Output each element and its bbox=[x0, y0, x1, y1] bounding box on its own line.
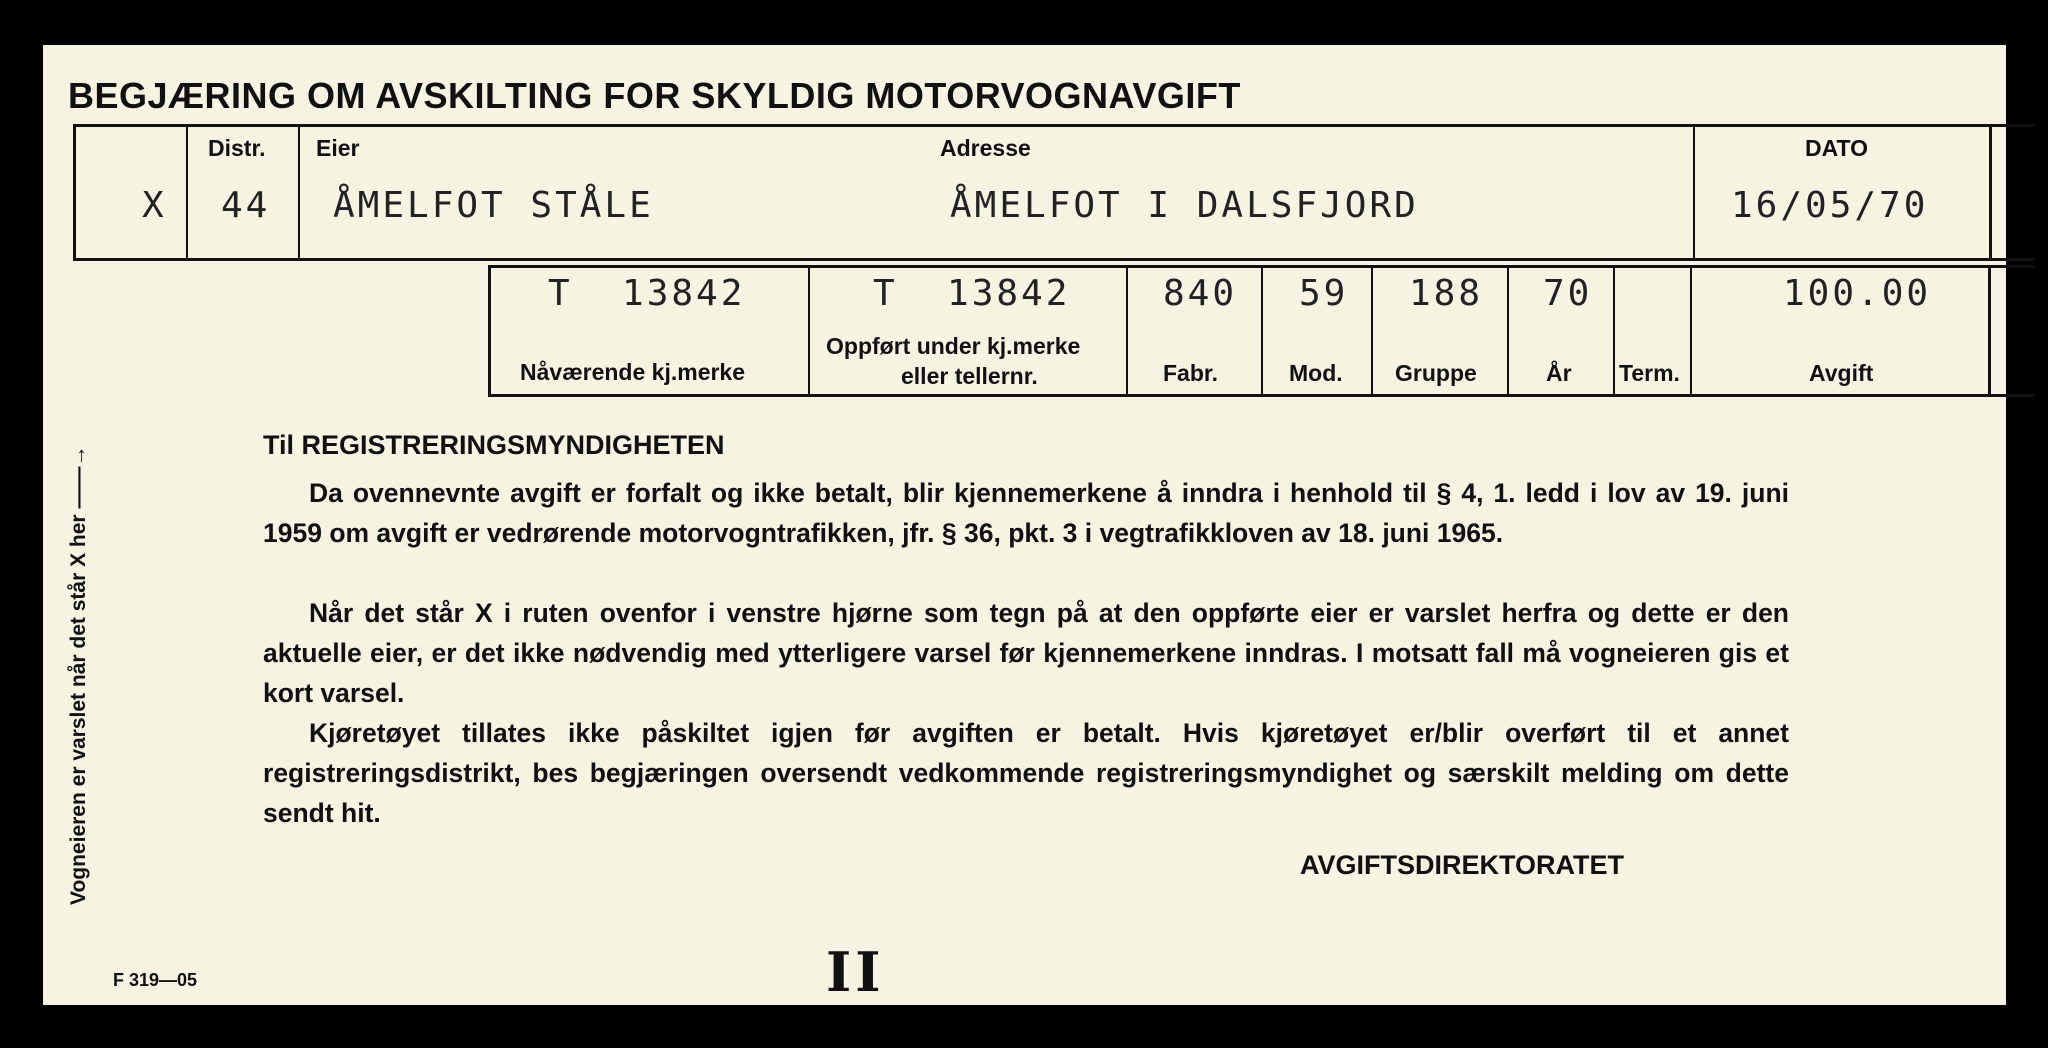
divider-gruppe-ar bbox=[1507, 267, 1509, 395]
navaerende-value: T 13842 bbox=[548, 273, 746, 314]
divider-adresse-dato bbox=[1693, 125, 1695, 259]
gruppe-label: Gruppe bbox=[1395, 360, 1477, 386]
mod-value: 59 bbox=[1299, 273, 1349, 314]
ar-value: 70 bbox=[1543, 273, 1593, 314]
avgift-label: Avgift bbox=[1809, 360, 1874, 386]
top-table-left-border bbox=[73, 124, 76, 261]
side-note-text bbox=[67, 446, 91, 905]
paragraph-1 bbox=[263, 473, 1789, 553]
paragraph-2-text: Når det står X i ruten ovenfor i venstre hjørne som tegn på at den oppførte eier er varslet herfra og dette er den aktuelle eier, er det ikke nødvendig med ytterligere varsel før kjennemerkene inndras. I motsatt fall må vogneieren gis et kort varsel. bbox=[263, 598, 1789, 708]
form-card bbox=[43, 45, 2006, 1005]
adresse-value: ÅMELFOT I DALSFJORD bbox=[950, 185, 1419, 226]
top-table-bottom-border bbox=[73, 258, 2035, 261]
eier-label: Eier bbox=[316, 135, 360, 161]
divider-distr-eier bbox=[298, 125, 300, 259]
oppfort-label-1: Oppført under kj.merke bbox=[826, 333, 1081, 359]
navaerende-label: Nåværende kj.merke bbox=[520, 359, 746, 385]
fabr-label: Fabr. bbox=[1163, 360, 1218, 386]
dato-label: DATO bbox=[1805, 135, 1869, 161]
divider-oppfort-fabr bbox=[1126, 267, 1128, 395]
dato-value: 16/05/70 bbox=[1731, 185, 1929, 226]
fabr-value: 840 bbox=[1163, 273, 1238, 314]
notified-mark: X bbox=[142, 185, 167, 226]
paragraph-3 bbox=[263, 713, 1789, 833]
divider-ar-term bbox=[1613, 267, 1615, 395]
top-table-top-border bbox=[73, 124, 2035, 127]
signature: AVGIFTSDIREKTORATET bbox=[1300, 850, 1624, 880]
form-number: F 319—05 bbox=[113, 970, 198, 990]
divider-term-avgift bbox=[1690, 267, 1692, 395]
eier-value: ÅMELFOT STÅLE bbox=[333, 185, 654, 226]
side-note-label: Vogneieren er varslet når det står X her bbox=[67, 514, 90, 905]
vehicle-table-right-border bbox=[1988, 265, 1991, 397]
recipient-heading: Til REGISTRERINGSMYNDIGHETEN bbox=[263, 430, 725, 460]
oppfort-label-2: eller tellernr. bbox=[901, 363, 1038, 389]
divider-navaerende-oppfort bbox=[808, 267, 810, 395]
top-table-right-border bbox=[1989, 124, 1992, 261]
oppfort-value: T 13842 bbox=[873, 273, 1071, 314]
vehicle-table-left-border bbox=[488, 265, 491, 397]
form-title: BEGJÆRING OM AVSKILTING FOR SKYLDIG MOTORVOGNAVGIFT bbox=[68, 75, 1241, 116]
divider-fabr-mod bbox=[1261, 267, 1263, 395]
handwritten-mark: II bbox=[826, 940, 885, 1004]
distr-value: 44 bbox=[221, 185, 271, 226]
paragraph-1-text: Da ovennevnte avgift er forfalt og ikke betalt, blir kjennemerkene å inndra i henhold til § 4, 1. ledd i lov av 19. juni 1959 om avgift er vedrørende motorvogntrafikken, jfr. § 36, pkt. 3 i vegtrafikkloven av 18. juni 1965. bbox=[263, 478, 1789, 548]
arrow-right-icon: ——→ bbox=[67, 445, 90, 515]
paragraph-2 bbox=[263, 593, 1789, 713]
divider-mark-distr bbox=[186, 125, 188, 259]
adresse-label: Adresse bbox=[940, 135, 1031, 161]
divider-mod-gruppe bbox=[1371, 267, 1373, 395]
paragraph-3-text: Kjøretøyet tillates ikke påskiltet igjen før avgiften er betalt. Hvis kjøretøyet er/blir overført til et annet registreringsdistrikt, bes begjæringen oversendt vedkommende registreringsmyndighet og særskilt melding om dette sendt hit. bbox=[263, 718, 1789, 828]
gruppe-value: 188 bbox=[1409, 273, 1484, 314]
ar-label: År bbox=[1546, 360, 1572, 386]
mod-label: Mod. bbox=[1289, 360, 1343, 386]
term-label: Term. bbox=[1619, 360, 1680, 386]
avgift-value: 100.00 bbox=[1783, 273, 1932, 314]
distr-label: Distr. bbox=[208, 135, 266, 161]
